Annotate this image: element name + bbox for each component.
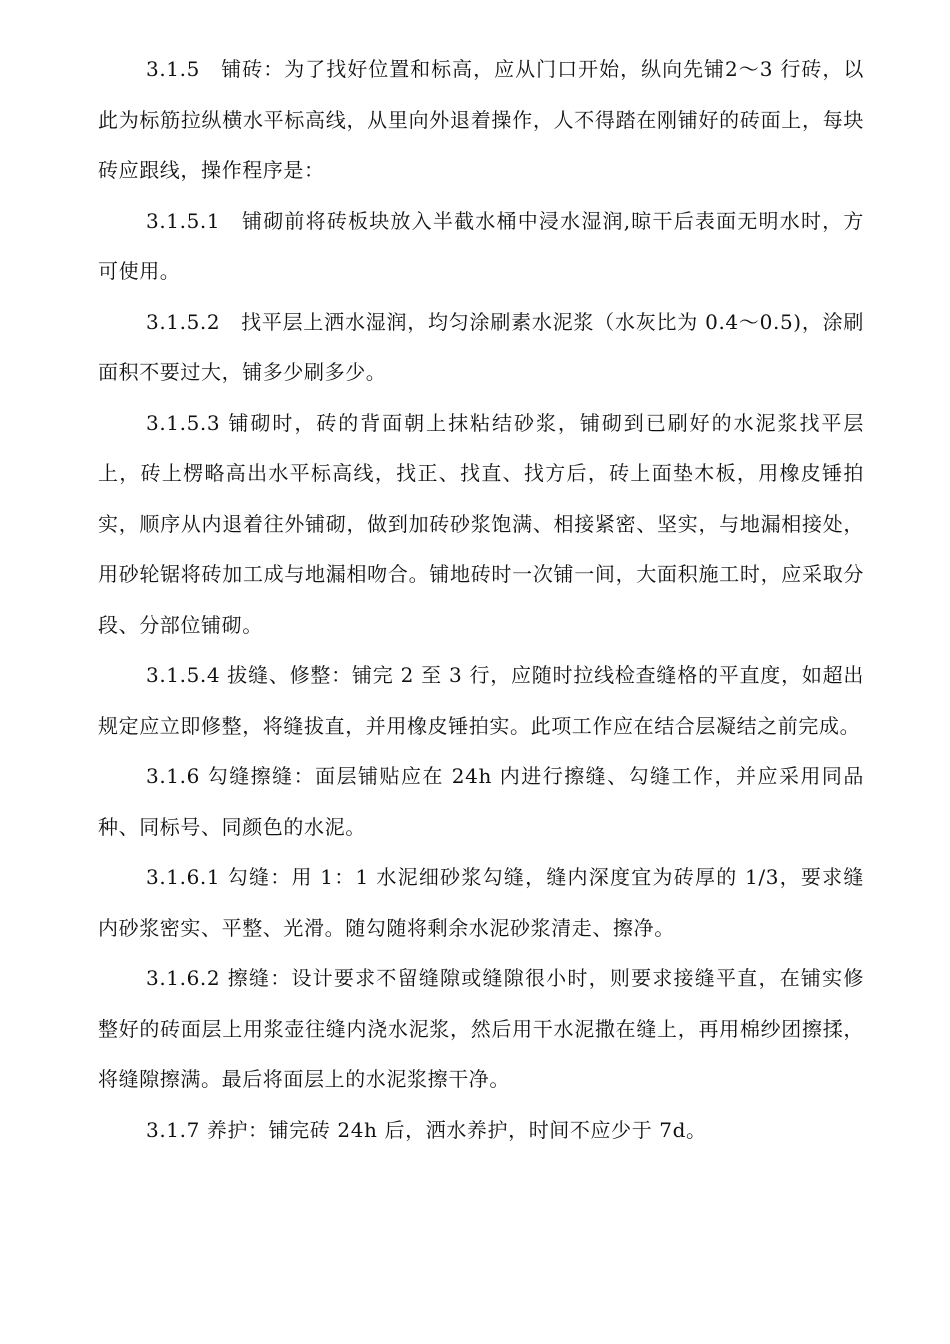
paragraph-3-1-6: 3.1.6 勾缝擦缝：面层铺贴应在 24h 内进行擦缝、勾缝工作，并应采用同品种、同标号、同颜色的水泥。 <box>98 764 864 839</box>
paragraph-3-1-6-2: 3.1.6.2 擦缝：设计要求不留缝隙或缝隙很小时，则要求接缝平直，在铺实修整好的砖面层上用浆壶往缝内浇水泥浆，然后用干水泥撒在缝上，再用棉纱团擦揉，将缝隙擦满。最后将面层上的水泥浆擦干净。 <box>98 966 864 1091</box>
paragraph-3-1-5-4: 3.1.5.4 拔缝、修整：铺完 2 至 3 行，应随时拉线检查缝格的平直度，如超出规定应立即修整，将缝拔直，并用橡皮锤拍实。此项工作应在结合层凝结之前完成。 <box>98 663 864 738</box>
paragraph-3-1-5-1: 3.1.5.1 铺砌前将砖板块放入半截水桶中浸水湿润,晾干后表面无明水时，方可使用。 <box>98 208 864 283</box>
paragraph-3-1-7: 3.1.7 养护：铺完砖 24h 后，洒水养护，时间不应少于 7d。 <box>146 1117 707 1142</box>
paragraph-3-1-5: 3.1.5 铺砖：为了找好位置和标高，应从门口开始，纵向先铺2～3 行砖，以此为标筋拉纵横水平标高线，从里向外退着操作，人不得踏在刚铺好的砖面上，每块砖应跟线，操作程序是： <box>98 57 864 182</box>
document-body <box>98 44 864 1155</box>
paragraph-3-1-5-2: 3.1.5.2 找平层上洒水湿润，均匀涂刷素水泥浆（水灰比为 0.4～0.5)，涂刷面积不要过大，铺多少刷多少。 <box>98 309 864 384</box>
paragraph-3-1-5-3: 3.1.5.3 铺砌时，砖的背面朝上抹粘结砂浆，铺砌到已刷好的水泥浆找平层上，砖上楞略高出水平标高线，找正、找直、找方后，砖上面垫木板，用橡皮锤拍实，顺序从内退着往外铺砌，做到加砖砂浆饱满、相接紧密、坚实，与地漏相接处，用砂轮锯将砖加工成与地漏相吻合。铺地砖时一次铺一间，大面积施工时，应采取分段、分部位铺砌。 <box>98 410 864 637</box>
paragraph-3-1-6-1: 3.1.6.1 勾缝：用 1：1 水泥细砂浆勾缝，缝内深度宜为砖厚的 1/3，要求缝内砂浆密实、平整、光滑。随勾随将剩余水泥砂浆清走、擦净。 <box>98 865 864 940</box>
